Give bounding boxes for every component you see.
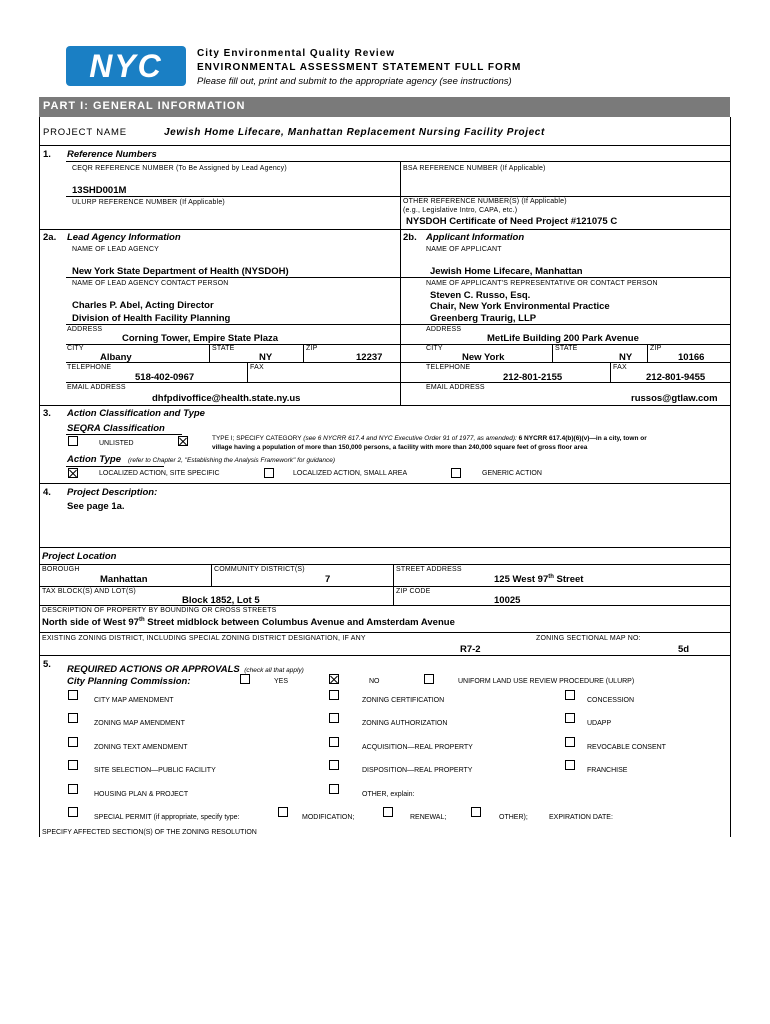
other-permit-label: OTHER); <box>499 814 528 821</box>
lead-contact-2[interactable]: Division of Health Facility Planning <box>72 313 231 324</box>
zip-label: ZIP CODE <box>396 588 431 595</box>
other-explain-label: OTHER, explain: <box>362 791 415 798</box>
special-permit-label: SPECIAL PERMIT (if appropriate, specify type: <box>94 814 240 821</box>
local-site-checkbox[interactable] <box>68 468 78 478</box>
renewal-label: RENEWAL; <box>410 814 447 821</box>
unlisted-label: UNLISTED <box>99 440 134 447</box>
lead-zip-label: ZIP <box>306 345 318 352</box>
seqra-title: SEQRA Classification <box>67 423 165 434</box>
franchise-label: FRANCHISE <box>587 767 628 774</box>
street-value-main: 125 West 97 <box>494 574 549 586</box>
section-2b-number: 2b. <box>403 232 417 243</box>
type1-category-2: village having a population of more than 150,000 persons, a facility with more than 240,000 square feet of gross floor area <box>212 444 588 451</box>
zoning-certification-label: ZONING CERTIFICATION <box>362 697 445 704</box>
section-2a-title: Lead Agency Information <box>67 232 181 243</box>
zoning-label: EXISTING ZONING DISTRICT, INCLUDING SPECIAL ZONING DISTRICT DESIGNATION, IF ANY <box>42 635 366 642</box>
ulurp-label: UNIFORM LAND USE REVIEW PROCEDURE (ULURP) <box>458 678 635 685</box>
specify-sections-label: SPECIFY AFFECTED SECTION(S) OF THE ZONING RESOLUTION <box>42 829 257 836</box>
type1-category: 6 NYCRR 617.4(b)(6)(v)—in a city, town or <box>518 435 647 442</box>
modification-label: MODIFICATION; <box>302 814 355 821</box>
type1-line-1 <box>212 435 647 442</box>
applicant-email-label: EMAIL ADDRESS <box>426 384 485 391</box>
section-3-title: Action Classification and Type <box>67 408 205 419</box>
borough-value[interactable]: Manhattan <box>100 574 148 585</box>
section-3-number: 3. <box>43 408 51 419</box>
special-permit-checkbox[interactable] <box>68 807 78 817</box>
zoning-text-amendment-label: ZONING TEXT AMENDMENT <box>94 744 188 751</box>
generic-label: GENERIC ACTION <box>482 470 542 477</box>
lead-agency-name[interactable]: New York State Department of Health (NYSDOH) <box>72 266 289 277</box>
section-5-note: (check all that apply) <box>244 667 304 674</box>
street-value-end: Street <box>553 574 584 586</box>
unlisted-checkbox[interactable] <box>68 436 78 446</box>
lead-state[interactable]: NY <box>259 352 273 363</box>
header-title-1: City Environmental Quality Review <box>197 48 396 59</box>
generic-checkbox[interactable] <box>451 468 461 478</box>
desc-value-end: Street midblock between Columbus Avenue and Amsterdam Avenue <box>144 617 455 629</box>
section-1-title: Reference Numbers <box>67 149 157 160</box>
lead-contact-1[interactable]: Charles P. Abel, Acting Director <box>72 300 214 311</box>
desc-value-sup: th <box>138 617 145 623</box>
applicant-city-label: CITY <box>426 345 443 352</box>
lead-state-label: STATE <box>212 345 235 352</box>
site-selection-checkbox[interactable] <box>68 760 78 770</box>
disposition-label: DISPOSITION—REAL PROPERTY <box>362 767 473 774</box>
lead-tel[interactable]: 518-402-0967 <box>135 372 195 383</box>
nyc-logo-text: NYC <box>89 48 163 84</box>
cpc-yes-label: YES <box>274 678 289 685</box>
other-permit-checkbox[interactable] <box>471 807 481 817</box>
other-ref-value[interactable]: NYSDOH Certificate of Need Project #121075 C <box>406 216 618 227</box>
city-map-amendment-label: CITY MAP AMENDMENT <box>94 697 174 704</box>
applicant-address[interactable]: MetLife Building 200 Park Avenue <box>487 333 639 344</box>
lead-tel-label: TELEPHONE <box>67 364 112 371</box>
lead-city-label: CITY <box>67 345 84 352</box>
renewal-checkbox[interactable] <box>383 807 393 817</box>
header-title-2: ENVIRONMENTAL ASSESSMENT STATEMENT FULL FORM <box>197 62 522 73</box>
zoning-authorization-label: ZONING AUTHORIZATION <box>362 720 448 727</box>
section-4-title: Project Description: <box>67 487 158 498</box>
tax-label: TAX BLOCK(S) AND LOT(S) <box>42 588 136 595</box>
local-small-label: LOCALIZED ACTION, SMALL AREA <box>293 470 408 477</box>
disposition-checkbox[interactable] <box>329 760 339 770</box>
applicant-state[interactable]: NY <box>619 352 633 363</box>
cpc-label: City Planning Commission: <box>67 676 191 687</box>
lead-address-label: ADDRESS <box>67 326 103 333</box>
section-1-number: 1. <box>43 149 51 160</box>
part1-banner <box>39 97 730 117</box>
udapp-label: UDAPP <box>587 720 612 727</box>
franchise-checkbox[interactable] <box>565 760 575 770</box>
desc-value[interactable] <box>42 617 455 628</box>
ulurp-label: ULURP REFERENCE NUMBER (If Applicable) <box>72 199 225 206</box>
zoning-authorization-checkbox[interactable] <box>329 713 339 723</box>
zoning-value[interactable]: R7-2 <box>460 644 481 655</box>
city-map-amendment-checkbox[interactable] <box>68 690 78 700</box>
revocable-consent-checkbox[interactable] <box>565 737 575 747</box>
applicant-city[interactable]: New York <box>462 352 505 363</box>
section-5-title: REQUIRED ACTIONS OR APPROVALS <box>67 664 240 675</box>
type1-prefix: TYPE I; SPECIFY CATEGORY <box>212 435 302 442</box>
applicant-address-label: ADDRESS <box>426 326 462 333</box>
applicant-email[interactable]: russos@gtlaw.com <box>631 393 718 404</box>
section-4-number: 4. <box>43 487 51 498</box>
borough-label: BOROUGH <box>42 566 80 573</box>
project-name-label: PROJECT NAME <box>43 127 127 138</box>
desc-value-main: North side of West 97 <box>42 617 139 629</box>
applicant-zip[interactable]: 10166 <box>678 352 705 363</box>
project-name: Jewish Home Lifecare, Manhattan Replacement Nursing Facility Project <box>164 127 545 138</box>
applicant-fax-label: FAX <box>613 364 627 371</box>
applicant-fax[interactable]: 212-801-9455 <box>646 372 706 383</box>
cpc-yes-checkbox[interactable] <box>240 674 250 684</box>
concession-label: CONCESSION <box>587 697 635 704</box>
location-title: Project Location <box>42 551 117 562</box>
zmap-label: ZONING SECTIONAL MAP NO: <box>536 635 641 642</box>
applicant-name[interactable]: Jewish Home Lifecare, Manhattan <box>430 266 583 277</box>
cd-value[interactable]: 7 <box>325 574 331 585</box>
street-value[interactable] <box>494 574 583 585</box>
part1-banner-text: PART I: GENERAL INFORMATION <box>43 100 246 112</box>
zip-value[interactable]: 10025 <box>494 595 521 606</box>
applicant-tel[interactable]: 212-801-2155 <box>503 372 563 383</box>
zoning-text-amendment-checkbox[interactable] <box>68 737 78 747</box>
housing-plan-checkbox[interactable] <box>68 784 78 794</box>
applicant-zip-label: ZIP <box>650 345 662 352</box>
tax-value[interactable]: Block 1852, Lot 5 <box>182 595 260 606</box>
applicant-contact-label: NAME OF APPLICANT'S REPRESENTATIVE OR CONTACT PERSON <box>426 280 658 287</box>
cpc-no-label: NO <box>369 678 380 685</box>
nyc-logo <box>66 46 186 86</box>
housing-plan-label: HOUSING PLAN & PROJECT <box>94 791 189 798</box>
other-explain-checkbox[interactable] <box>329 784 339 794</box>
other-ref-label-2: (e.g., Legislative Intro, CAPA, etc.) <box>403 207 518 214</box>
ceqr-label: CEQR REFERENCE NUMBER (To Be Assigned by Lead Agency) <box>72 165 287 172</box>
action-type-title: Action Type <box>67 454 122 465</box>
zoning-certification-checkbox[interactable] <box>329 690 339 700</box>
lead-email-label: EMAIL ADDRESS <box>67 384 126 391</box>
lead-agency-label: NAME OF LEAD AGENCY <box>72 246 160 253</box>
acquisition-label: ACQUISITION—REAL PROPERTY <box>362 744 473 751</box>
ceqr-value[interactable]: 13SHD001M <box>72 185 127 196</box>
lead-address[interactable]: Corning Tower, Empire State Plaza <box>122 333 279 344</box>
applicant-contact-1[interactable]: Steven C. Russo, Esq. <box>430 290 531 301</box>
udapp-checkbox[interactable] <box>565 713 575 723</box>
desc-label: DESCRIPTION OF PROPERTY BY BOUNDING OR CROSS STREETS <box>42 607 277 614</box>
type1-checkbox[interactable] <box>178 436 188 446</box>
lead-contact-label: NAME OF LEAD AGENCY CONTACT PERSON <box>72 280 229 287</box>
zmap-value[interactable]: 5d <box>678 644 690 655</box>
revocable-consent-label: REVOCABLE CONSENT <box>587 744 666 751</box>
type1-ref: (see 6 NYCRR 617.4 and NYC Executive Order 91 of 1977, as amended): <box>303 435 517 442</box>
applicant-state-label: STATE <box>555 345 578 352</box>
cpc-no-checkbox[interactable] <box>329 674 339 684</box>
action-type-ref: (refer to Chapter 2, "Establishing the Analysis Framework" for guidance) <box>128 457 336 464</box>
project-description[interactable]: See page 1a. <box>67 501 125 512</box>
applicant-contact-2[interactable]: Chair, New York Environmental Practice <box>430 301 610 312</box>
modification-checkbox[interactable] <box>278 807 288 817</box>
site-selection-label: SITE SELECTION—PUBLIC FACILITY <box>94 767 216 774</box>
bsa-label: BSA REFERENCE NUMBER (If Applicable) <box>403 165 546 172</box>
section-2a-number: 2a. <box>43 232 57 243</box>
header-subtitle: Please fill out, print and submit to the appropriate agency (see instructions) <box>197 76 512 87</box>
expiration-date-label: EXPIRATION DATE: <box>549 814 613 821</box>
cd-label: COMMUNITY DISTRICT(S) <box>214 566 305 573</box>
lead-email[interactable]: dhfpdivoffice@health.state.ny.us <box>152 393 301 404</box>
section-5-title-row <box>67 659 304 677</box>
ulurp-checkbox[interactable] <box>424 674 434 684</box>
street-label: STREET ADDRESS <box>396 566 462 573</box>
acquisition-checkbox[interactable] <box>329 737 339 747</box>
applicant-label: NAME OF APPLICANT <box>426 246 502 253</box>
lead-fax-label: FAX <box>250 364 264 371</box>
zoning-map-amendment-checkbox[interactable] <box>68 713 78 723</box>
street-value-sup: th <box>548 574 554 580</box>
section-2b-title: Applicant Information <box>426 232 525 243</box>
local-site-label: LOCALIZED ACTION, SITE SPECIFIC <box>99 470 220 477</box>
section-5-number: 5. <box>43 659 51 670</box>
zoning-map-amendment-label: ZONING MAP AMENDMENT <box>94 720 185 727</box>
applicant-contact-3[interactable]: Greenberg Traurig, LLP <box>430 313 537 324</box>
concession-checkbox[interactable] <box>565 690 575 700</box>
applicant-tel-label: TELEPHONE <box>426 364 471 371</box>
lead-zip[interactable]: 12237 <box>356 352 383 363</box>
lead-city[interactable]: Albany <box>100 352 132 363</box>
local-small-checkbox[interactable] <box>264 468 274 478</box>
other-ref-label: OTHER REFERENCE NUMBER(S) (If Applicable) <box>403 198 567 205</box>
